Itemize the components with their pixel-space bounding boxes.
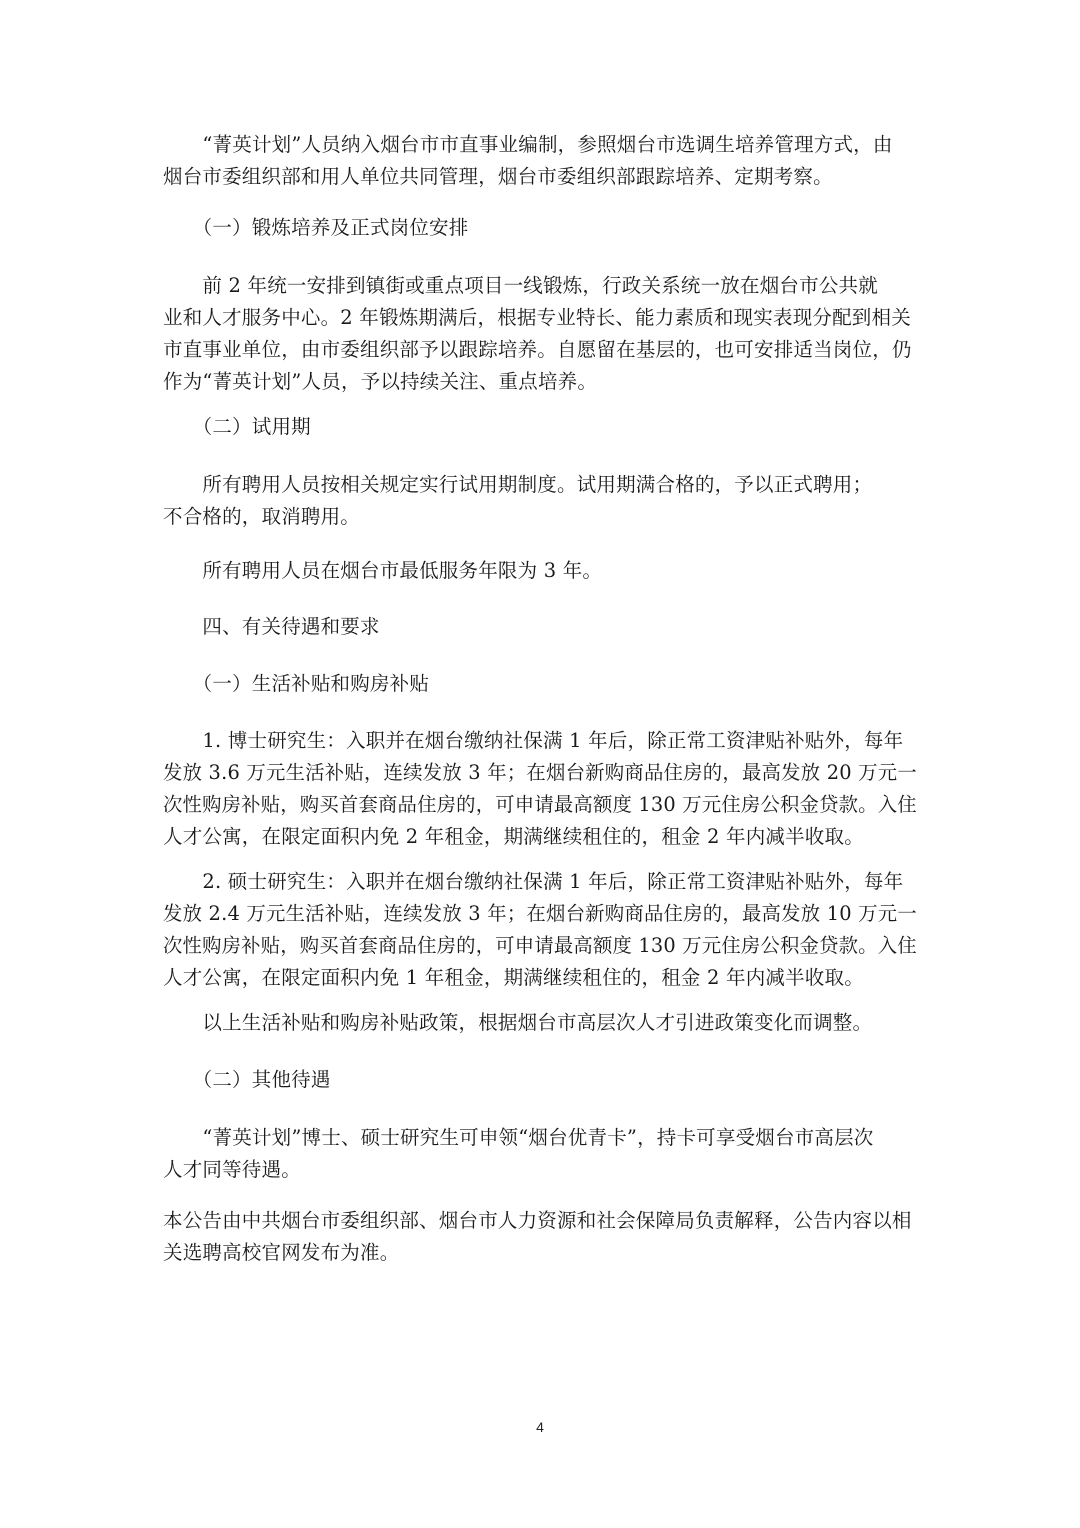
text-line: 不合格的，取消聘用。 [163,505,361,528]
text-line: “菁英计划”人员纳入烟台市市直事业编制，参照烟台市选调生培养管理方式，由 [163,133,893,156]
heading-other-benefits [163,1064,917,1096]
text-line: 所有聘用人员按相关规定实行试用期制度。试用期满合格的，予以正式聘用； [163,473,873,496]
text-line: 人才同等待遇。 [163,1158,301,1181]
paragraph-probation-rules [163,469,917,533]
heading-benefits-and-requirements [163,611,917,643]
paragraph-policy-adjustment [163,1007,917,1039]
text-line: 次性购房补贴，购买首套商品住房的，可申请最高额度 130 万元住房公积金贷款。入住 [163,793,917,816]
text-line: （二）其他待遇 [163,1068,331,1091]
text-line: 人才公寓，在限定面积内免 1 年租金，期满继续租住的，租金 2 年内减半收取。 [163,966,864,989]
paragraph-announcement-interpretation [163,1205,917,1269]
text-line: 作为“菁英计划”人员，予以持续关注、重点培养。 [163,370,598,393]
text-line: 本公告由中共烟台市委组织部、烟台市人力资源和社会保障局负责解释，公告内容以相 [163,1209,912,1232]
text-line: 以上生活补贴和购房补贴政策，根据烟台市高层次人才引进政策变化而调整。 [163,1011,873,1034]
heading-training-and-placement [163,212,917,244]
text-line: 业和人才服务中心。2 年锻炼期满后，根据专业特长、能力素质和现实表现分配到相关 [163,306,911,329]
text-line: 烟台市委组织部和用人单位共同管理，烟台市委组织部跟踪培养、定期考察。 [163,165,833,188]
text-line: （一）锻炼培养及正式岗位安排 [163,216,469,239]
paragraph-youth-card [163,1122,917,1186]
paragraph-staffing-management [163,129,917,193]
text-line: 发放 2.4 万元生活补贴，连续发放 3 年；在烟台新购商品住房的，最高发放 10 万元一 [163,902,917,925]
heading-living-and-housing-subsidy [163,668,917,700]
text-line: 所有聘用人员在烟台市最低服务年限为 3 年。 [163,559,603,582]
text-line: （二）试用期 [163,415,311,438]
text-line: （一）生活补贴和购房补贴 [163,672,430,695]
text-line: 1. 博士研究生：入职并在烟台缴纳社保满 1 年后，除正常工资津贴补贴外，每年 [163,729,904,752]
heading-probation [163,411,917,443]
text-line: 发放 3.6 万元生活补贴，连续发放 3 年；在烟台新购商品住房的，最高发放 20 万元一 [163,761,917,784]
text-line: 次性购房补贴，购买首套商品住房的，可申请最高额度 130 万元住房公积金贷款。入住 [163,934,917,957]
text-line: “菁英计划”博士、硕士研究生可申领“烟台优青卡”，持卡可享受烟台市高层次 [163,1126,874,1149]
text-line: 人才公寓，在限定面积内免 2 年租金，期满继续租住的，租金 2 年内减半收取。 [163,825,864,848]
text-line: 2. 硕士研究生：入职并在烟台缴纳社保满 1 年后，除正常工资津贴补贴外，每年 [163,870,904,893]
paragraph-phd-benefits [163,725,917,853]
paragraph-training-arrangement [163,270,917,398]
text-line: 四、有关待遇和要求 [163,615,380,638]
text-line: 前 2 年统一安排到镇街或重点项目一线锻炼，行政关系统一放在烟台市公共就 [163,274,878,297]
paragraph-minimum-service [163,555,917,587]
paragraph-masters-benefits [163,866,917,994]
text-line: 市直事业单位，由市委组织部予以跟踪培养。自愿留在基层的，也可安排适当岗位，仍 [163,338,912,361]
text-line: 关选聘高校官网发布为准。 [163,1241,400,1264]
page-number: 4 [536,1419,544,1435]
